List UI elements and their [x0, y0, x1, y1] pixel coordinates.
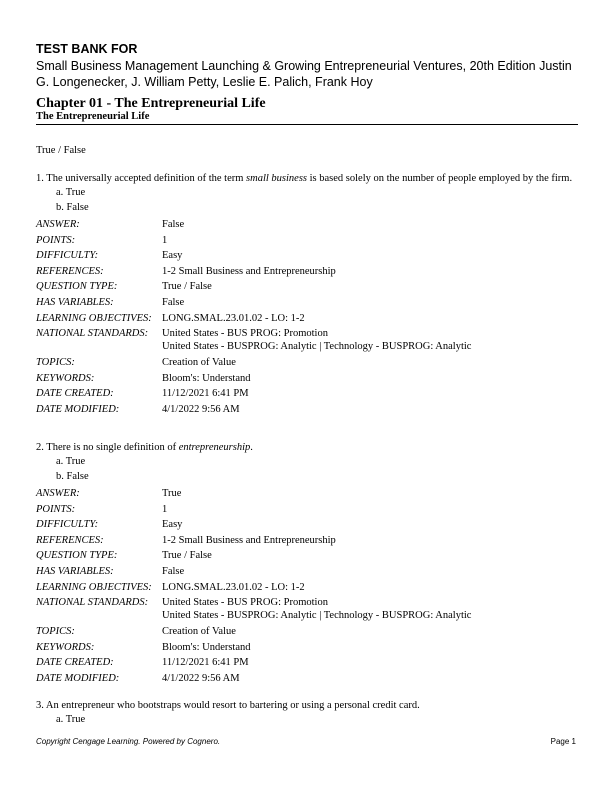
points-row: POINTS: 1: [36, 503, 168, 515]
national-standards-row: NATIONAL STANDARDS: United States - BUS PROG: Promotion United States - BUSPROG: Analytic | Technology - BUSPROG: Analytic: [36, 597, 472, 621]
date-modified-row: DATE MODIFIED: 4/1/2022 9:56 AM: [36, 403, 240, 415]
topics-row: TOPICS: Creation of Value: [36, 357, 236, 369]
header-divider: [36, 124, 578, 125]
learning-objectives-row: LEARNING OBJECTIVES: LONG.SMAL.23.01.02 - LO: 1-2: [36, 312, 305, 324]
has-variables-row: HAS VARIABLES: False: [36, 296, 185, 308]
references-row: REFERENCES: 1-2 Small Business and Entrepreneurship: [36, 265, 336, 277]
choice-b: b. False: [56, 471, 89, 482]
points-row: POINTS: 1: [36, 234, 168, 246]
difficulty-row: DIFFICULTY: Easy: [36, 250, 183, 262]
answer-value: False: [162, 219, 185, 230]
keywords-row: KEYWORDS: Bloom's: Understand: [36, 641, 251, 653]
question-metadata: [36, 217, 581, 418]
date-created-row: DATE CREATED: 11/12/2021 6:41 PM: [36, 388, 249, 400]
date-modified-row: DATE MODIFIED: 4/1/2022 9:56 AM: [36, 672, 240, 684]
references-row: REFERENCES: 1-2 Small Business and Entrepreneurship: [36, 534, 336, 546]
question-metadata: [36, 486, 581, 687]
topics-row: TOPICS: Creation of Value: [36, 626, 236, 638]
question-stem: 2. There is no single definition of entrepreneurship.: [36, 442, 253, 453]
answer-row: ANSWER: True: [36, 486, 581, 502]
answer-row: ANSWER: False: [36, 217, 581, 233]
chapter-subtitle: The Entrepreneurial Life: [36, 111, 150, 122]
keywords-row: KEYWORDS: Bloom's: Understand: [36, 372, 251, 384]
question-type-row: QUESTION TYPE: True / False: [36, 550, 212, 562]
answer-value: True: [162, 488, 182, 499]
test-bank-heading: TEST BANK FOR: [36, 42, 138, 56]
choice-a: a. True: [56, 187, 86, 198]
chapter-title: Chapter 01 - The Entrepreneurial Life: [36, 96, 266, 111]
learning-objectives-row: LEARNING OBJECTIVES: LONG.SMAL.23.01.02 - LO: 1-2: [36, 581, 305, 593]
question-stem: 1. The universally accepted definition of the term small business is based solely on the number of people employed by the firm.: [36, 173, 573, 184]
question-1: [36, 172, 581, 418]
date-created-row: DATE CREATED: 11/12/2021 6:41 PM: [36, 657, 249, 669]
difficulty-row: DIFFICULTY: Easy: [36, 519, 183, 531]
question-type-row: QUESTION TYPE: True / False: [36, 281, 212, 293]
national-standards-row: NATIONAL STANDARDS: United States - BUS PROG: Promotion United States - BUSPROG: Analytic | Technology - BUSPROG: Analytic: [36, 328, 472, 352]
choice-a: a. True: [56, 714, 86, 725]
footer-copyright: Copyright Cengage Learning. Powered by Cognero.: [36, 737, 221, 746]
section-type: True / False: [36, 145, 86, 156]
page-number: Page 1: [550, 737, 576, 746]
question-stem: 3. An entrepreneur who bootstraps would resort to bartering or using a personal credit card.: [36, 700, 420, 711]
book-title: Small Business Management Launching & Growing Entrepreneurial Ventures, 20th Edition Justin G. Longenecker, J. William Petty, Leslie E. Palich, Frank Hoy: [36, 59, 572, 89]
choice-b: b. False: [56, 202, 89, 213]
choice-a: a. True: [56, 456, 86, 467]
question-2: [36, 441, 581, 687]
question-3: [36, 699, 581, 727]
has-variables-row: HAS VARIABLES: False: [36, 565, 185, 577]
